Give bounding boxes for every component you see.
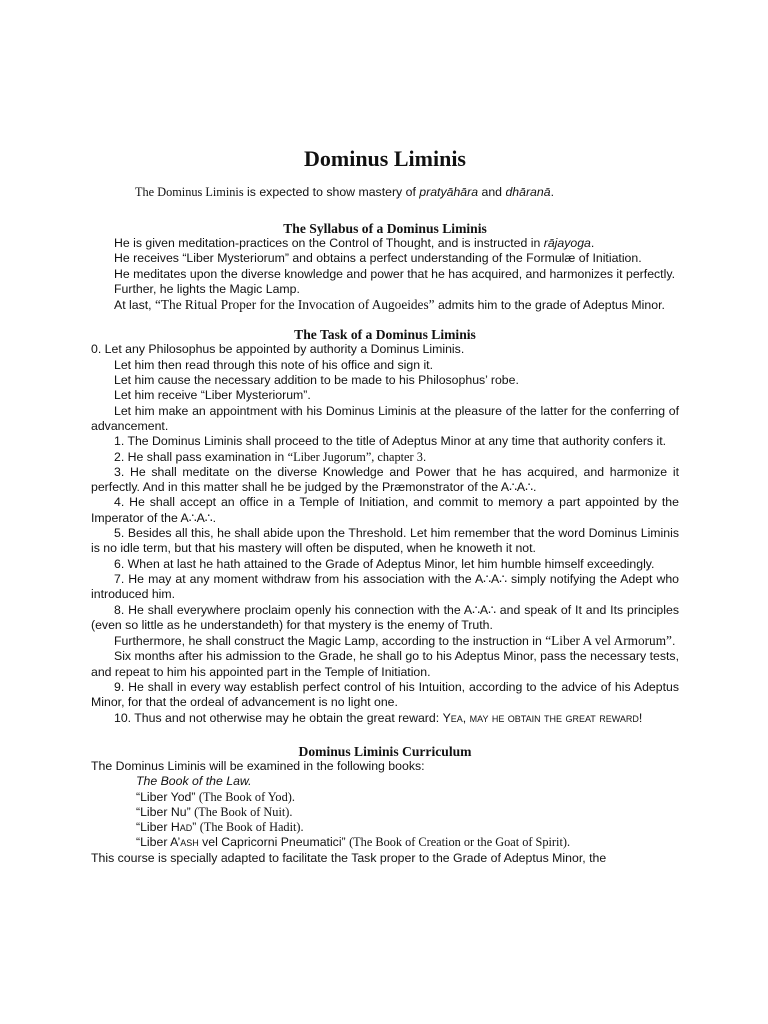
curriculum-book-1	[91, 774, 679, 789]
syllabus-paragraph-4: Further, he lights the Magic Lamp.	[114, 281, 300, 296]
syllabus-p1-term: rājayoga	[543, 236, 591, 250]
curriculum-book-4	[91, 820, 679, 835]
book-5-subtitle: (The Book of Creation or the Goat of Spirit).	[349, 835, 571, 850]
curriculum-closing: This course is specially adapted to facilitate the Task proper to the Grade of Adeptus Minor, the	[91, 850, 607, 865]
syllabus-paragraph-3: He meditates upon the diverse knowledge and power that he has acquired, and harmonizes it perfectly.	[114, 266, 675, 281]
book-2-subtitle: (The Book of Yod).	[198, 789, 295, 804]
task-paragraph-7: 7. He may at any moment withdraw from his association with the A∴A∴ simply notifying the Adept who introduced him.	[91, 571, 679, 602]
syllabus-p5-text: At last,	[114, 298, 156, 313]
task-paragraph-b: Let him cause the necessary addition to be made to his Philosophus’ robe.	[114, 373, 519, 388]
book-5-title-ash: ash	[180, 835, 199, 850]
document-body	[91, 145, 679, 866]
intro-term-pratyahara: pratyāhāra	[419, 185, 479, 199]
task-p8b-end: .	[671, 634, 676, 649]
curriculum-heading: Dominus Liminis Curriculum	[298, 743, 472, 759]
book-4-title: “Liber	[136, 820, 171, 835]
syllabus-p1-end: .	[590, 236, 595, 250]
task-p2-text: 2. He shall pass examination in	[114, 449, 288, 464]
book-3-subtitle: (The Book of Nuit).	[194, 804, 293, 819]
intro-text: is expected to show mastery of	[243, 185, 420, 199]
task-paragraph-1: 1. The Dominus Liminis shall proceed to the title of Adeptus Minor at any time that authority confers it.	[114, 434, 667, 449]
syllabus-p5-ritual-title: “The Ritual Proper for the Invocation of Augoeides”	[155, 297, 435, 313]
spacer	[91, 726, 679, 744]
task-paragraph-c: Let him receive “Liber Mysteriorum”.	[114, 388, 311, 403]
intro-subject: The Dominus Liminis	[135, 185, 244, 199]
book-4-subtitle: (The Book of Hadit).	[199, 820, 304, 835]
task-p2-book: “Liber Jugorum”, chapter 3	[287, 449, 423, 464]
intro-paragraph	[135, 185, 679, 199]
syllabus-p1-text: He is given meditation-practices on the Control of Thought, and is instructed in	[114, 236, 544, 250]
task-paragraph-10	[91, 711, 679, 726]
task-paragraph-8b	[91, 633, 679, 649]
syllabus-paragraph-2: He receives “Liber Mysteriorum” and obtains a perfect understanding of the Formulæ of Initiation.	[114, 251, 642, 266]
book-3-title: “Liber Nu”	[136, 804, 195, 819]
book-4-title-had: Had	[170, 820, 193, 835]
task-paragraph-4: 4. He shall accept an office in a Temple of Initiation, and commit to memory a part appointed by the Imperator of the A∴A∴.	[91, 495, 679, 525]
book-5-title-end: vel Capricorni Pneumatici”	[198, 835, 350, 850]
curriculum-lead: The Dominus Liminis will be examined in the following books:	[91, 758, 425, 773]
task-paragraph-8: 8. He shall everywhere proclaim openly his connection with the A∴A∴ and speak of It and Its principles (even so little as he understandeth) for that mystery is the enemy of Truth.	[91, 602, 679, 632]
curriculum-book-3	[91, 805, 679, 820]
curriculum-book-2	[91, 790, 679, 805]
book-5-title: “Liber A’	[136, 835, 181, 850]
book-2-title: “Liber Yod”	[136, 789, 199, 804]
task-paragraph-6: 6. When at last he hath attained to the Grade of Adeptus Minor, let him humble himself exceedingly.	[114, 556, 655, 571]
book-4-title-end: ”	[192, 820, 200, 835]
curriculum-book-5	[91, 835, 679, 850]
task-p2-end: .	[422, 449, 427, 464]
task-paragraph-9: 9. He shall in every way establish perfect control of his Intuition, according to the advice of his Adeptus Minor, for that the ordeal of advancement is no light one.	[91, 680, 679, 710]
page-title: Dominus Liminis	[304, 146, 466, 171]
task-paragraph-a: Let him then read through this note of his office and sign it.	[114, 357, 434, 372]
task-paragraph-5: 5. Besides all this, he shall abide upon the Threshold. Let him remember that the word Dominus Liminis is no idle term, but that his mastery will often be disputed, when he knoweth it not.	[91, 526, 679, 556]
task-paragraph-2	[91, 450, 679, 465]
task-paragraph-8c: Six months after his admission to the Grade, he shall go to his Adeptus Minor, pass the necessary tests, and repeat to him his appointed part in the Temple of Initiation.	[91, 649, 679, 679]
task-paragraph-d: Let him make an appointment with his Dominus Liminis at the pleasure of the latter for the conferring of advancement.	[91, 403, 679, 433]
intro-end: .	[550, 185, 554, 199]
task-p10-reward: Yea, may he obtain the great reward	[442, 710, 639, 725]
spacer	[91, 313, 679, 327]
task-heading: The Task of a Dominus Liminis	[294, 327, 476, 343]
syllabus-heading: The Syllabus of a Dominus Liminis	[283, 221, 487, 236]
task-p10-end: !	[638, 710, 643, 725]
syllabus-paragraph-1	[91, 236, 679, 251]
task-paragraph-3: 3. He shall meditate on the diverse Knowledge and Power that he has acquired, and harmonize it perfectly. And in this matter shall he be judged by the Præmonstrator of the A∴A∴.	[91, 464, 679, 495]
task-p10-text: 10. Thus and not otherwise may he obtain the great reward:	[114, 710, 443, 725]
intro-and: and	[478, 185, 506, 199]
syllabus-paragraph-5	[91, 297, 679, 313]
task-p8b-text: Furthermore, he shall construct the Magic Lamp, according to the instruction in	[114, 634, 546, 649]
spacer	[91, 199, 679, 221]
task-p8b-book: “Liber A vel Armorum”	[545, 633, 672, 649]
book-1-title: The Book of the Law.	[136, 774, 252, 789]
syllabus-p5-end: admits him to the grade of Adeptus Minor.	[434, 298, 665, 313]
task-paragraph-0: 0. Let any Philosophus be appointed by authority a Dominus Liminis.	[91, 342, 465, 357]
intro-term-dharana: dhāranā	[505, 185, 551, 199]
